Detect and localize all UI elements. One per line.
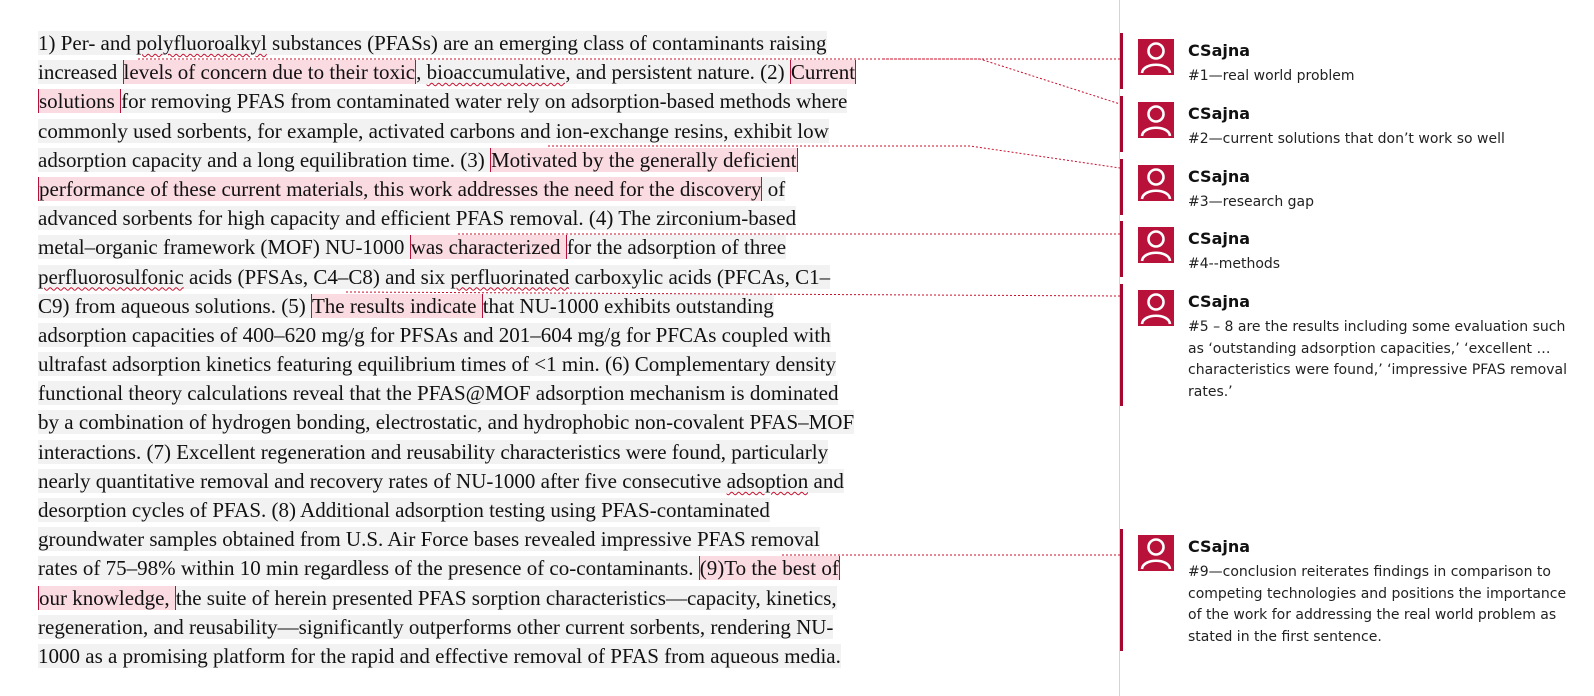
person-avatar-icon: [1138, 165, 1174, 201]
misspelled-word: adsoption: [726, 468, 809, 493]
commented-text[interactable]: our knowledge,: [39, 585, 175, 610]
text-run: groundwater samples obtained from U.S. Air Force bases revealed impressive PFAS removal: [38, 527, 820, 552]
misspelled-word: bioaccumulative: [426, 60, 566, 85]
comment-author: CSajna: [1188, 292, 1251, 311]
comment-bar: [1120, 33, 1123, 89]
comment-text: #5 – 8 are the results including some evaluation such as ‘outstanding adsorption capacities,’ ‘excellent … characteristics were found,’ ‘impressive PFAS removal rates.’: [1188, 319, 1567, 400]
comment-5[interactable]: [1120, 284, 1580, 406]
commented-text[interactable]: Motivated by the generally deficient: [490, 147, 797, 172]
text-run: for removing PFAS from contaminated water rely on adsorption-based methods where: [121, 89, 848, 114]
text-run: functional theory calculations reveal that the PFAS@MOF adsorption mechanism is dominated: [38, 381, 839, 406]
misspelled-word: perfluorosulfonic: [38, 264, 184, 289]
text-run: regeneration, and reusability—significantly outperforms other current sorbents, rendering NU-: [38, 614, 834, 639]
text-run: and: [808, 468, 844, 493]
comment-9[interactable]: [1120, 529, 1580, 651]
text-run: advanced sorbents for high capacity and efficient PFAS removal. (4) The zirconium-based: [38, 206, 797, 231]
person-avatar-icon: [1138, 535, 1174, 571]
person-avatar-icon: [1138, 290, 1174, 326]
text-run: of: [762, 176, 786, 201]
text-run: desorption cycles of PFAS. (8) Additional adsorption testing using PFAS-contaminated: [38, 498, 770, 522]
comment-bar: [1120, 221, 1123, 277]
text-run: nearly quantitative removal and recovery rates of NU-1000 after five consecutive: [38, 468, 727, 493]
person-avatar-icon: [1138, 102, 1174, 138]
misspelled-word: perfluorinated: [450, 264, 570, 289]
text-run: by a combination of hydrogen bonding, electrostatic, and hydrophobic non-covalent PFAS–MOF: [38, 410, 855, 435]
commented-text[interactable]: levels of concern due to their toxic: [123, 60, 416, 85]
comment-author: CSajna: [1188, 104, 1251, 123]
text-run: rates of 75–98% within 10 min regardless of the presence of co-contaminants.: [38, 556, 699, 581]
text-run: commonly used sorbents, for example, activated carbons and ion-exchange resins, exhibit low: [38, 118, 829, 143]
misspelled-word: polyfluoroalkyl: [136, 31, 267, 55]
text-run: acids (PFSAs, C4–C8) and six: [183, 264, 451, 289]
person-avatar-icon: [1138, 39, 1174, 75]
text-run: adsorption capacity and a long equilibration time. (3): [38, 147, 490, 172]
text-run: increased: [38, 60, 123, 85]
text-run: for the adsorption of three: [566, 235, 787, 260]
connector-2: [883, 59, 1120, 104]
comment-bar: [1120, 284, 1123, 406]
text-run: substances (PFASs) are an emerging class of contaminants raising: [266, 31, 827, 55]
comment-bar: [1120, 159, 1123, 215]
comment-author: CSajna: [1188, 41, 1251, 60]
comment-bar: [1120, 96, 1123, 152]
text-run: ultrafast adsorption kinetics featuring equilibrium times of <1 min. (6) Complementary density: [38, 352, 837, 377]
comment-text: #2—current solutions that don’t work so well: [1188, 131, 1505, 147]
text-run: ,: [416, 60, 427, 85]
text-run: 1000 as a promising platform for the rapid and effective removal of PFAS from aqueous media.: [38, 643, 841, 668]
text-run: carboxylic acids (PFCAs, C1–: [569, 264, 831, 289]
commented-text[interactable]: (9)To the best of: [699, 556, 839, 581]
text-run: that NU-1000 exhibits outstanding: [482, 293, 774, 318]
person-avatar-icon: [1138, 227, 1174, 263]
comment-text: #1—real world problem: [1188, 68, 1355, 84]
connector-5: [346, 292, 1120, 296]
commented-text[interactable]: Current: [790, 60, 856, 85]
comment-4[interactable]: [1120, 221, 1580, 277]
commented-text[interactable]: solutions: [39, 89, 121, 114]
text-run: 1) Per- and: [38, 31, 137, 55]
comment-text: #3—research gap: [1188, 194, 1315, 210]
text-run: C9) from aqueous solutions. (5): [38, 293, 311, 318]
comment-bar: [1120, 529, 1123, 651]
comment-author: CSajna: [1188, 167, 1251, 186]
comment-1[interactable]: [1120, 33, 1580, 89]
text-run: interactions. (7) Excellent regeneration and reusability characteristics were found, particularly: [38, 439, 829, 464]
text-run: the suite of herein presented PFAS sorption characteristics—capacity, kinetics,: [175, 585, 837, 610]
connector-3: [548, 146, 1120, 168]
comment-text: #4--methods: [1188, 256, 1281, 272]
comment-3[interactable]: [1120, 159, 1580, 215]
comment-author: CSajna: [1188, 537, 1251, 556]
commented-text[interactable]: performance of these current materials, this work addresses the need for the discovery: [39, 176, 762, 201]
comment-2[interactable]: [1120, 96, 1580, 152]
commented-text[interactable]: The results indicate: [311, 293, 482, 318]
text-run: , and persistent nature. (2): [565, 60, 790, 85]
comment-text: #9—conclusion reiterates findings in comparison to competing technologies and positions the importance of the work for addressing the real world problem as stated in the first sentence.: [1188, 564, 1567, 645]
text-run: adsorption capacities of 400–620 mg/g for PFSAs and 201–604 mg/g for PFCAs coupled with: [38, 322, 831, 347]
text-run: metal–organic framework (MOF) NU-1000: [38, 235, 410, 260]
comment-author: CSajna: [1188, 229, 1251, 248]
commented-text[interactable]: was characterized: [410, 235, 566, 260]
